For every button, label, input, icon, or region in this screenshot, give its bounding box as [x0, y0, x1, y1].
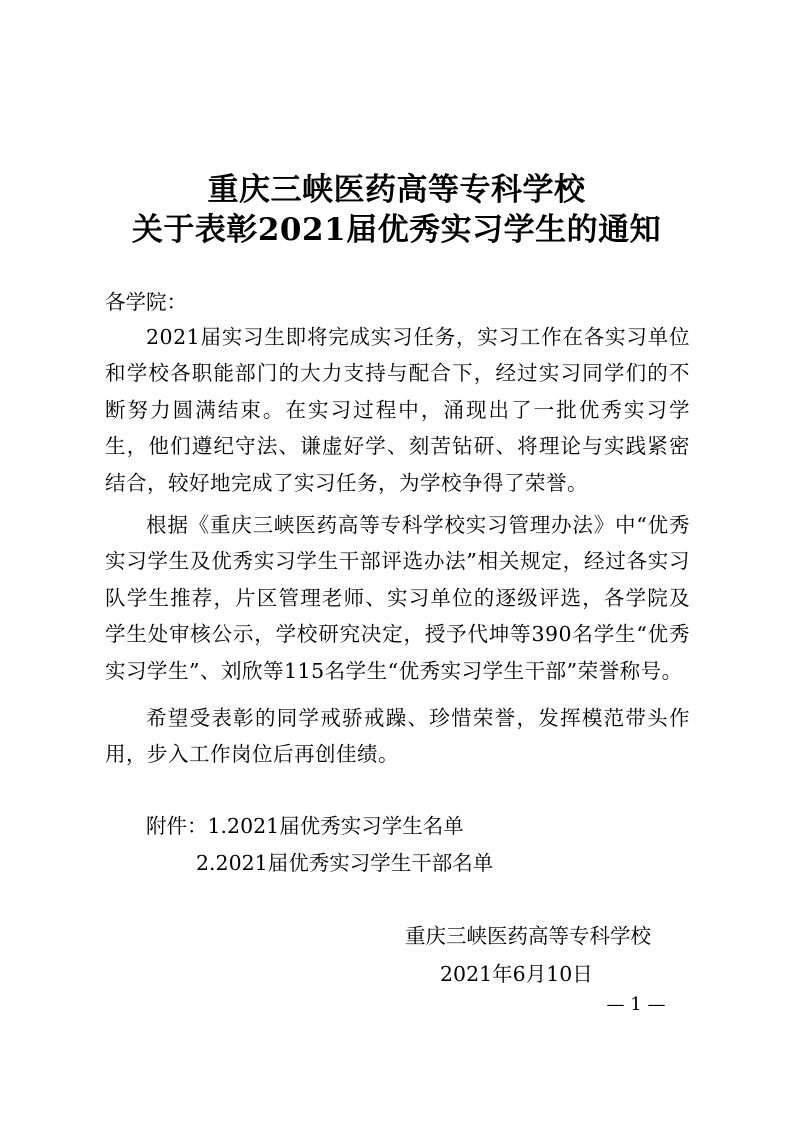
document-title-line-1: 重庆三峡医药高等专科学校	[207, 172, 586, 208]
document-title-line-2: 关于表彰2021届优秀实习学生的通知	[131, 212, 662, 248]
paragraph-1: 2021届实习生即将完成实习任务，实习工作在各实习单位和学校各职能部门的大力支持与配合下，经过实习同学们的不断努力圆满结束。在实习过程中，涌现出了一批优秀实习学生，他们遵纪守法、谦虚好学、刻苦钻研、将理论与实践紧密结合，较好地完成了实习任务，为学校争得了荣誉。	[105, 325, 690, 495]
paragraph-3: 希望受表彰的同学戒骄戒躁、珍惜荣誉，发挥模范带头作用，步入工作岗位后再创佳绩。	[105, 706, 690, 767]
signature-date: 2021年6月10日	[440, 962, 593, 986]
paragraph-2: 根据《重庆三峡医药高等专科学校实习管理办法》中“优秀实习学生及优秀实习学生干部评选办法”相关规定，经过各实习队学生推荐，片区管理老师、实习单位的逐级评选，各学院及学生处审核公示，学校研究决定，授予代坤等390名学生“优秀实习学生”、刘欣等115名学生“优秀实习学生干部”荣誉称号。	[105, 513, 690, 683]
signature-organization: 重庆三峡医药高等专科学校	[405, 924, 651, 948]
attachment-1: 附件：1.2021届优秀实习学生名单	[146, 814, 464, 838]
salutation: 各学院：	[105, 290, 187, 314]
page-number: — 1 —	[606, 994, 666, 1015]
attachment-2: 2.2021届优秀实习学生干部名单	[196, 851, 494, 875]
